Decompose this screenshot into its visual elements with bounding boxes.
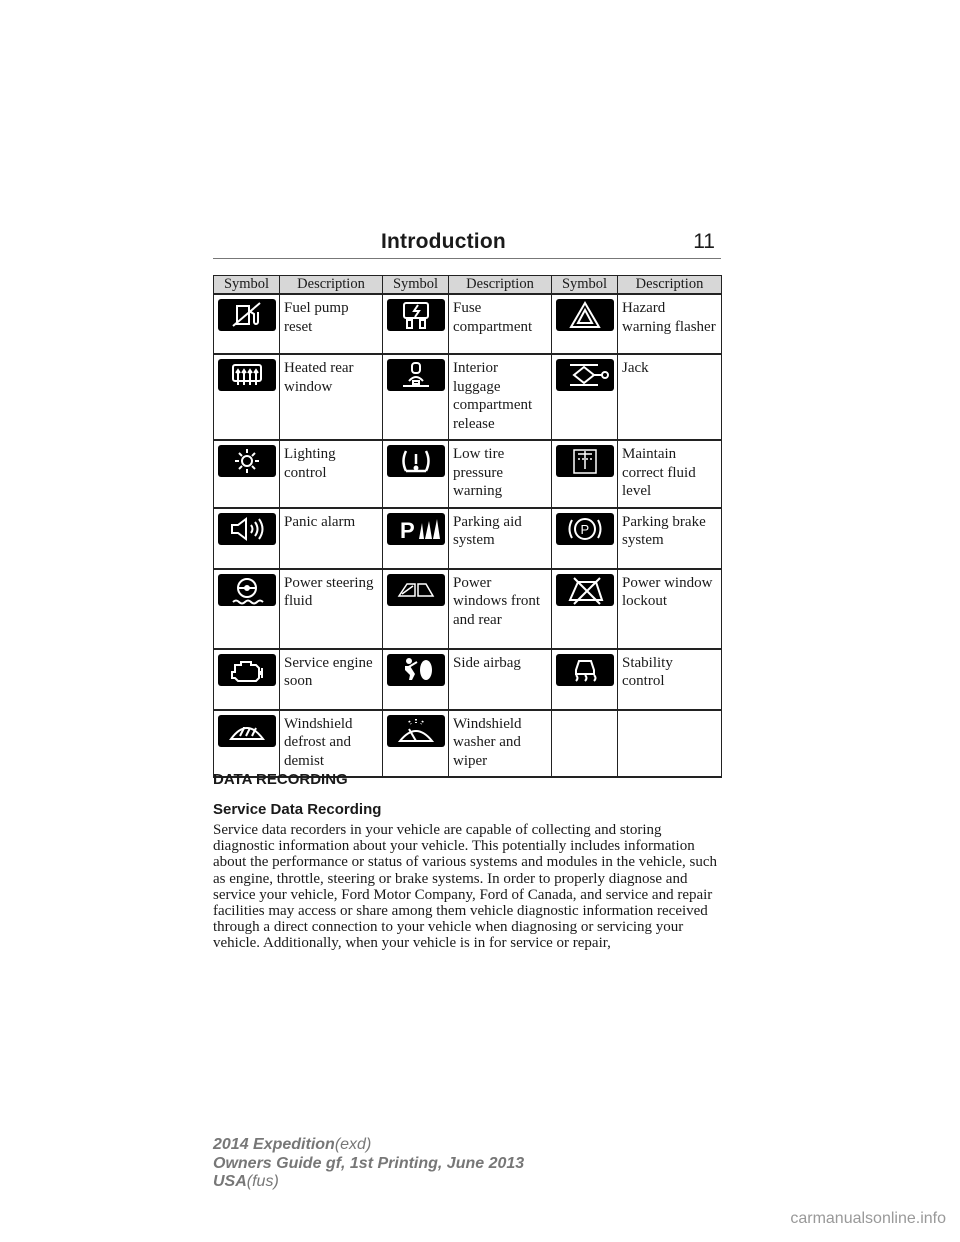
page-title: Introduction bbox=[381, 230, 506, 253]
table-row bbox=[214, 710, 722, 778]
fuel-pump-reset-icon bbox=[218, 299, 276, 331]
symbol-description: Heated rear window bbox=[280, 354, 383, 440]
footer-market: USA bbox=[213, 1173, 247, 1190]
column-header: Symbol bbox=[552, 276, 618, 295]
column-header: Description bbox=[280, 276, 383, 295]
footer-printing: Owners Guide gf, 1st Printing, June 2013 bbox=[213, 1154, 525, 1172]
fuse-compartment-icon bbox=[387, 299, 445, 331]
lighting-control-icon bbox=[218, 445, 276, 477]
symbol-description: Lighting control bbox=[280, 440, 383, 508]
table-row bbox=[214, 649, 722, 710]
table-row bbox=[214, 354, 722, 440]
footer-market-code: (fus) bbox=[246, 1173, 279, 1190]
column-header: Symbol bbox=[383, 276, 449, 295]
power-steering-fluid-icon bbox=[218, 574, 276, 606]
table-row bbox=[214, 294, 722, 354]
symbol-description: Service engine soon bbox=[280, 649, 383, 710]
interior-luggage-release-icon bbox=[387, 359, 445, 391]
panic-alarm-icon bbox=[218, 513, 276, 545]
table-row bbox=[214, 569, 722, 649]
hazard-warning-icon bbox=[556, 299, 614, 331]
jack-icon bbox=[556, 359, 614, 391]
parking-brake-icon bbox=[556, 513, 614, 545]
empty-cell bbox=[552, 710, 618, 778]
footer-model-code: (exd) bbox=[334, 1136, 372, 1153]
page-footer bbox=[213, 1136, 524, 1192]
symbol-table bbox=[213, 275, 722, 778]
column-header: Description bbox=[618, 276, 722, 295]
symbol-description: Interior luggage compartment release bbox=[449, 354, 552, 440]
page-header bbox=[213, 230, 721, 259]
low-tire-pressure-icon bbox=[387, 445, 445, 477]
symbol-description: Fuel pump reset bbox=[280, 294, 383, 354]
page-number: 11 bbox=[693, 230, 715, 253]
table-row bbox=[214, 508, 722, 569]
parking-aid-icon bbox=[387, 513, 445, 545]
symbol-description: Windshield defrost and demist bbox=[280, 710, 383, 778]
symbol-description: Parking brake system bbox=[618, 508, 722, 569]
symbol-description: Power windows front and rear bbox=[449, 569, 552, 649]
symbol-description: Maintain correct fluid level bbox=[618, 440, 722, 508]
symbol-description: Windshield washer and wiper bbox=[449, 710, 552, 778]
symbol-description: Panic alarm bbox=[280, 508, 383, 569]
maintain-fluid-level-icon bbox=[556, 445, 614, 477]
svg-text:P: P bbox=[580, 521, 590, 537]
symbol-description: Jack bbox=[618, 354, 722, 440]
side-airbag-icon bbox=[387, 654, 445, 686]
service-engine-icon bbox=[218, 654, 276, 686]
footer-model: 2014 Expedition bbox=[213, 1136, 335, 1153]
windshield-defrost-icon bbox=[218, 715, 276, 747]
stability-control-icon bbox=[556, 654, 614, 686]
symbol-description: Low tire pressure warning bbox=[449, 440, 552, 508]
body-paragraph: Service data recorders in your vehicle are capable of collecting and storing diagnostic information about your vehicle. This potentially includes information about the performance or status of various systems and modules in the vehicle, such as engine, throttle, steering or brake systems. In order to properly diagnose and service your vehicle, Ford Motor Company, Ford of Canada, and service and repair facilities may access or share among them vehicle diagnostic information received through a direct connection to your vehicle when diagnosing or servicing your vehicle. Additionally, when your vehicle is in for service or repair, bbox=[213, 822, 718, 952]
table-row bbox=[214, 440, 722, 508]
windshield-washer-icon bbox=[387, 715, 445, 747]
symbol-description: Side airbag bbox=[449, 649, 552, 710]
symbol-description: Fuse compartment bbox=[449, 294, 552, 354]
section-heading: DATA RECORDING bbox=[213, 771, 348, 788]
symbol-description: Parking aid system bbox=[449, 508, 552, 569]
empty-cell bbox=[618, 710, 722, 778]
power-windows-icon bbox=[387, 574, 445, 606]
svg-text:P: P bbox=[400, 517, 415, 543]
column-header: Description bbox=[449, 276, 552, 295]
symbol-description: Hazard warning flasher bbox=[618, 294, 722, 354]
symbol-description: Power steering fluid bbox=[280, 569, 383, 649]
watermark: carmanualsonline.info bbox=[790, 1210, 946, 1227]
table-header-row bbox=[214, 276, 722, 295]
symbol-description: Power window lockout bbox=[618, 569, 722, 649]
heated-rear-window-icon bbox=[218, 359, 276, 391]
column-header: Symbol bbox=[214, 276, 280, 295]
symbol-description: Stability control bbox=[618, 649, 722, 710]
section-subheading: Service Data Recording bbox=[213, 801, 382, 818]
power-window-lockout-icon bbox=[556, 574, 614, 606]
